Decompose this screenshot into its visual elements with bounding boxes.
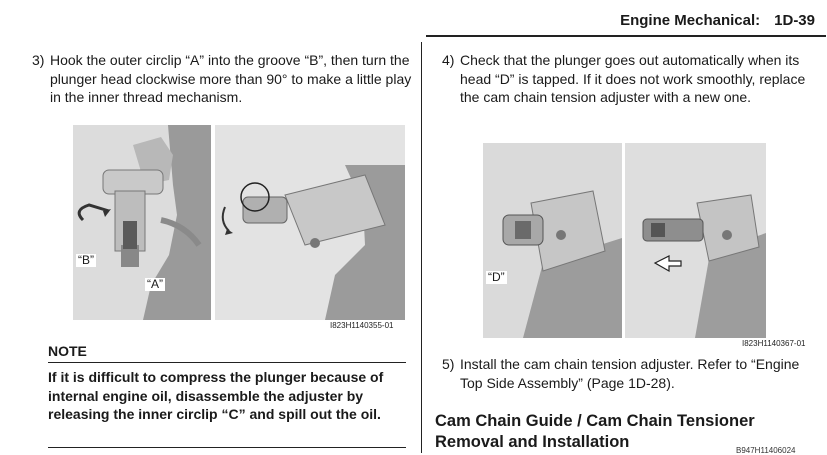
step-4-photo-id: I823H1140367-01	[742, 339, 806, 348]
header-page-number: 1D-39	[774, 12, 815, 29]
callout-d: “D”	[488, 270, 505, 284]
callout-b: “B”	[78, 253, 94, 267]
rotating-plunger-image	[215, 125, 405, 320]
step-5	[442, 355, 817, 392]
step-4-photo-left	[483, 143, 622, 338]
note-rule-bottom	[48, 447, 406, 448]
tapping-plunger-head-image	[483, 143, 622, 338]
callout-a: “A”	[147, 277, 163, 291]
section-reference-id: B947H11406024	[736, 446, 796, 455]
plunger-extended-image	[625, 143, 766, 338]
step-5-number: 5)	[442, 356, 455, 372]
header-section-title: Engine Mechanical:	[620, 12, 761, 29]
section-title	[435, 411, 755, 453]
step-3-number: 3)	[32, 52, 45, 68]
step-4-photo-right	[625, 143, 766, 338]
step-3-text: Hook the outer circlip “A” into the groove “B”, then turn the plunger head clockwise more than 90° to make a little play in the inner thread mechanism.	[50, 52, 412, 105]
header-rule	[426, 35, 826, 37]
step-3-photo-right	[215, 125, 405, 320]
page-header	[620, 12, 815, 29]
step-3-photo-id: I823H1140355-01	[330, 321, 394, 330]
section-title-line-1: Cam Chain Guide / Cam Chain Tensioner	[435, 412, 755, 430]
step-5-text: Install the cam chain tension adjuster. Refer to “Engine Top Side Assembly” (Page 1D-28).	[460, 356, 800, 391]
step-4-number: 4)	[442, 52, 455, 68]
note-title: NOTE	[48, 343, 87, 359]
column-divider	[421, 42, 422, 453]
step-3	[32, 51, 412, 107]
hand-holding-adjuster-image	[73, 125, 211, 320]
step-4-text: Check that the plunger goes out automatically when its head “D” is tapped. If it does not work smoothly, replace the cam chain tension adjuster with a new one.	[460, 52, 806, 105]
step-4	[442, 51, 817, 107]
note-text: If it is difficult to compress the plunger because of internal engine oil, disassemble the adjuster by releasing the inner circlip “C” and spill out the oil.	[48, 369, 384, 422]
note-rule-top	[48, 362, 406, 363]
section-title-line-2: Removal and Installation	[435, 433, 630, 451]
step-3-photo-left	[73, 125, 211, 320]
